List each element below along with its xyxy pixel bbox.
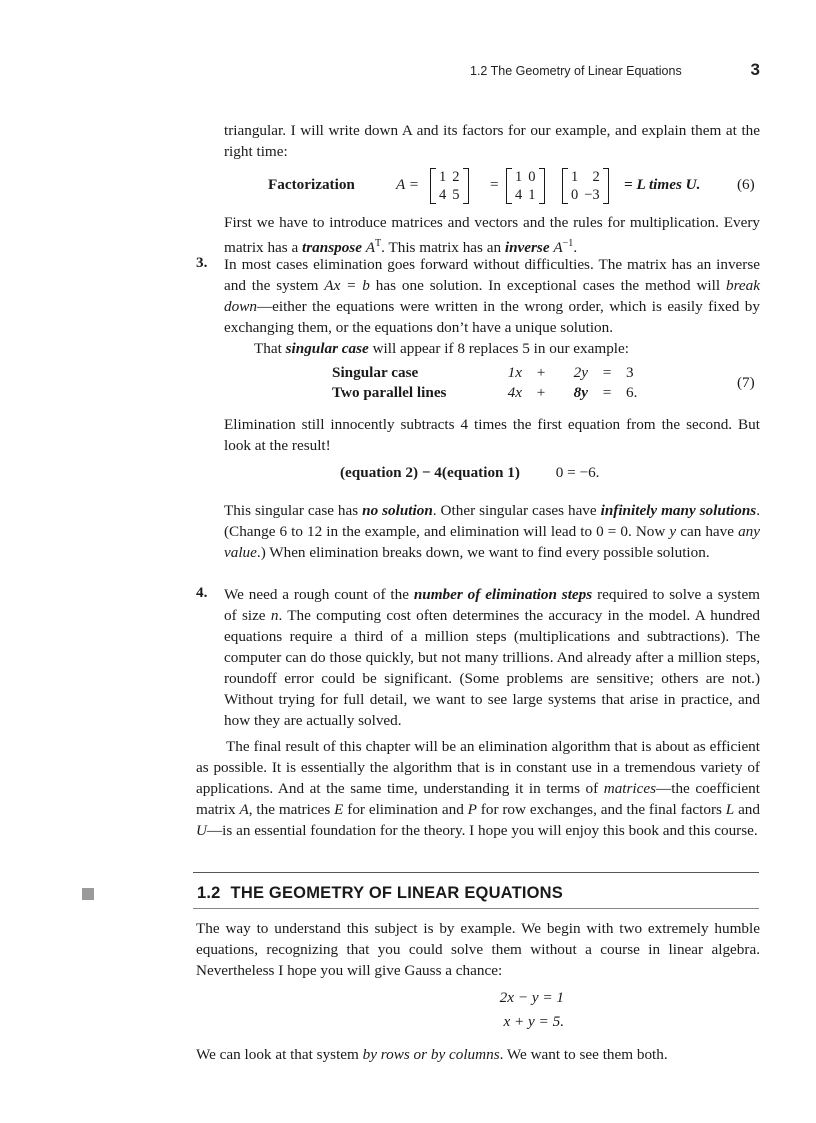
singular-coef-a: 1x — [507, 364, 522, 381]
gauss-equation-2: x + y = 5. — [503, 1013, 564, 1030]
singular-row-label: Two parallel lines — [332, 384, 447, 401]
singular-case-term: singular case — [285, 340, 369, 357]
singular-op: + — [536, 364, 546, 381]
inverse-symbol: A — [553, 239, 563, 257]
singular-text-1: This singular case has — [224, 502, 363, 519]
result-equation — [340, 464, 599, 482]
transpose-text-1: First we have to introduce matrices and vectors and the rules for multiplication. Every matrix has a — [224, 214, 760, 257]
final-paragraph — [196, 736, 760, 841]
item-3-number: 3. — [196, 254, 208, 271]
elimination-text: Elimination still innocently subtracts 4 times the first equation from the second. But look at the result! — [224, 416, 760, 454]
matrix-u-cell: −3 — [584, 187, 600, 203]
singular-text-3: . (Change 6 to 12 in the example, and elimination will lead to 0 = 0. Now — [224, 502, 761, 540]
symbol-l: L — [725, 801, 735, 818]
item-4-paragraph — [224, 584, 760, 731]
item-3-paragraph — [224, 254, 760, 359]
matrix-u-cell: 1 — [571, 169, 579, 185]
matrix-l-cell: 0 — [528, 169, 536, 185]
matrices-term: matrices — [603, 780, 657, 797]
factorization-rhs: = L times U. — [624, 176, 701, 193]
any-value-term: any value — [224, 523, 760, 561]
item-3-text-2: has one solution. In exceptional cases the method will — [369, 277, 726, 294]
singular-coef-a: 4x — [507, 384, 522, 401]
matrix-l-cell: 4 — [515, 187, 523, 203]
final-text-6: and — [734, 801, 760, 818]
symbol-u: U — [196, 822, 207, 839]
section-number: 1.2 — [197, 884, 221, 902]
transpose-term: transpose — [302, 239, 362, 257]
section-marker — [82, 888, 94, 900]
singular-row-2 — [326, 383, 643, 403]
factorization-lhs: A = — [396, 176, 420, 193]
singular-row-label: Singular case — [332, 364, 419, 381]
matrix-a-cell: 2 — [452, 169, 460, 185]
page-number: 3 — [750, 60, 760, 79]
singular-coef-b: 8y — [573, 384, 588, 401]
matrix-u — [560, 168, 611, 204]
symbol-p: P — [467, 801, 477, 818]
final-text-1: The final result of this chapter will be an elimination algorithm that is about as efficient as possible. It is essentially the algorithm that is in constant use in a tremendous variety of applications. And at the same time, understanding it in terms of — [196, 738, 760, 797]
last-text-2: . We want to see them both. — [499, 1046, 668, 1063]
infinite-solutions-term: infinitely many solutions — [600, 502, 757, 519]
n-variable: n — [270, 607, 279, 624]
item-3-breakdown: break down — [224, 277, 760, 315]
matrix-l-cell: 1 — [528, 187, 536, 203]
singular-text-2: . Other singular cases have — [432, 502, 601, 519]
singular-eq: = — [602, 384, 612, 401]
singular-rhs: 3 — [626, 364, 634, 381]
transpose-text-2: . This matrix has an — [381, 239, 505, 257]
matrix-u-cell: 2 — [592, 169, 600, 185]
section-rule-top — [193, 872, 759, 873]
item-4-text-2: required to solve a system of size — [224, 586, 760, 624]
singular-row-1 — [326, 363, 643, 383]
item-3-text-1: In most cases elimination goes forward without difficulties. The matrix has an inverse and the system — [224, 256, 760, 294]
elimination-paragraph — [224, 414, 760, 456]
gauss-equation-1: 2x − y = 1 — [499, 989, 564, 1006]
matrix-l-cell: 1 — [515, 169, 523, 185]
final-text-4: for elimination and — [343, 801, 468, 818]
singular-paragraph — [224, 500, 760, 563]
singular-eq: = — [602, 364, 612, 381]
singular-op: + — [536, 384, 546, 401]
result-label: (equation 2) − 4(equation 1) — [340, 464, 520, 481]
section-title: THE GEOMETRY OF LINEAR EQUATIONS — [230, 884, 563, 902]
transpose-text-3: . — [573, 239, 578, 257]
singular-rhs: 6. — [626, 384, 638, 401]
matrix-a — [428, 168, 471, 204]
matrix-u-cell: 0 — [571, 187, 579, 203]
transpose-sup: T — [375, 238, 382, 249]
transpose-symbol: A — [365, 239, 376, 257]
singular-text-4: can have — [676, 523, 739, 540]
factorization-label: Factorization — [268, 176, 355, 193]
final-text-7: —is an essential foundation for the theory. I hope you will enjoy this book and this course. — [206, 822, 758, 839]
elimination-steps-term: number of elimination steps — [413, 586, 593, 603]
singular-system — [326, 363, 643, 403]
inverse-sup: −1 — [562, 238, 574, 249]
section-heading — [197, 884, 563, 903]
last-paragraph — [196, 1044, 760, 1065]
matrix-a-cell: 1 — [439, 169, 447, 185]
section-rule-bottom — [193, 908, 759, 909]
factorization-equation — [268, 170, 718, 210]
no-solution-term: no solution — [362, 502, 433, 519]
final-text-3: , the matrices — [248, 801, 335, 818]
intro-paragraph — [224, 120, 760, 162]
transpose-paragraph — [224, 212, 760, 258]
item-3-axb: Ax = b — [324, 277, 370, 294]
equation-number-6: (6) — [737, 176, 755, 193]
singular-coef-b: 2y — [573, 364, 588, 381]
item-3-text-3: —either the equations were written in the wrong order, which is easily fixed by exchanging them, or the equations don’t have a unique solution. — [224, 298, 760, 336]
gauss-system — [424, 986, 564, 1034]
result-value: 0 = −6. — [555, 464, 600, 481]
section-paragraph — [196, 918, 760, 981]
item-4-text-1: We need a rough count of the — [224, 586, 414, 603]
section-text: The way to understand this subject is by example. We begin with two extremely humble equations, recognizing that you could solve them without a course in linear algebra. Nevertheless I hope you will give Gauss a chance: — [196, 920, 760, 979]
singular-text-5: .) When elimination breaks down, we want to find every possible solution. — [256, 544, 710, 561]
rows-columns-term: by rows or by columns — [362, 1046, 500, 1063]
final-text-2: —the coefficient matrix — [196, 780, 760, 818]
matrix-l — [504, 168, 547, 204]
matrix-a-cell: 4 — [439, 187, 447, 203]
final-text-5: for row exchanges, and the final factors — [476, 801, 726, 818]
factorization-equals: = — [490, 176, 499, 193]
matrix-a-cell: 5 — [452, 187, 460, 203]
last-text-1: We can look at that system — [196, 1046, 363, 1063]
symbol-e: E — [334, 801, 344, 818]
y-variable: y — [669, 523, 677, 540]
item-4-number: 4. — [196, 584, 208, 601]
item-3-line2a: That — [254, 340, 286, 357]
equation-number-7: (7) — [737, 374, 755, 391]
item-3-line2b: will appear if 8 replaces 5 in our example: — [368, 340, 629, 357]
running-head-title: 1.2 The Geometry of Linear Equations — [470, 64, 682, 78]
item-4-text-3: . The computing cost often determines the accuracy in the model. A hundred equations require a third of a million steps (multiplications and subtractions). The computer can do those quickly, but not many trillions. And already after a million steps, roundoff error could be significant. (Some problems are sensitive; others are not.) Without trying for full detail, we want to see large systems that arise in practice, and how they are actually solved. — [224, 607, 760, 729]
intro-text: triangular. I will write down A and its factors for our example, and explain them at the right time: — [224, 122, 760, 160]
symbol-a: A — [239, 801, 249, 818]
inverse-term: inverse — [504, 239, 550, 257]
